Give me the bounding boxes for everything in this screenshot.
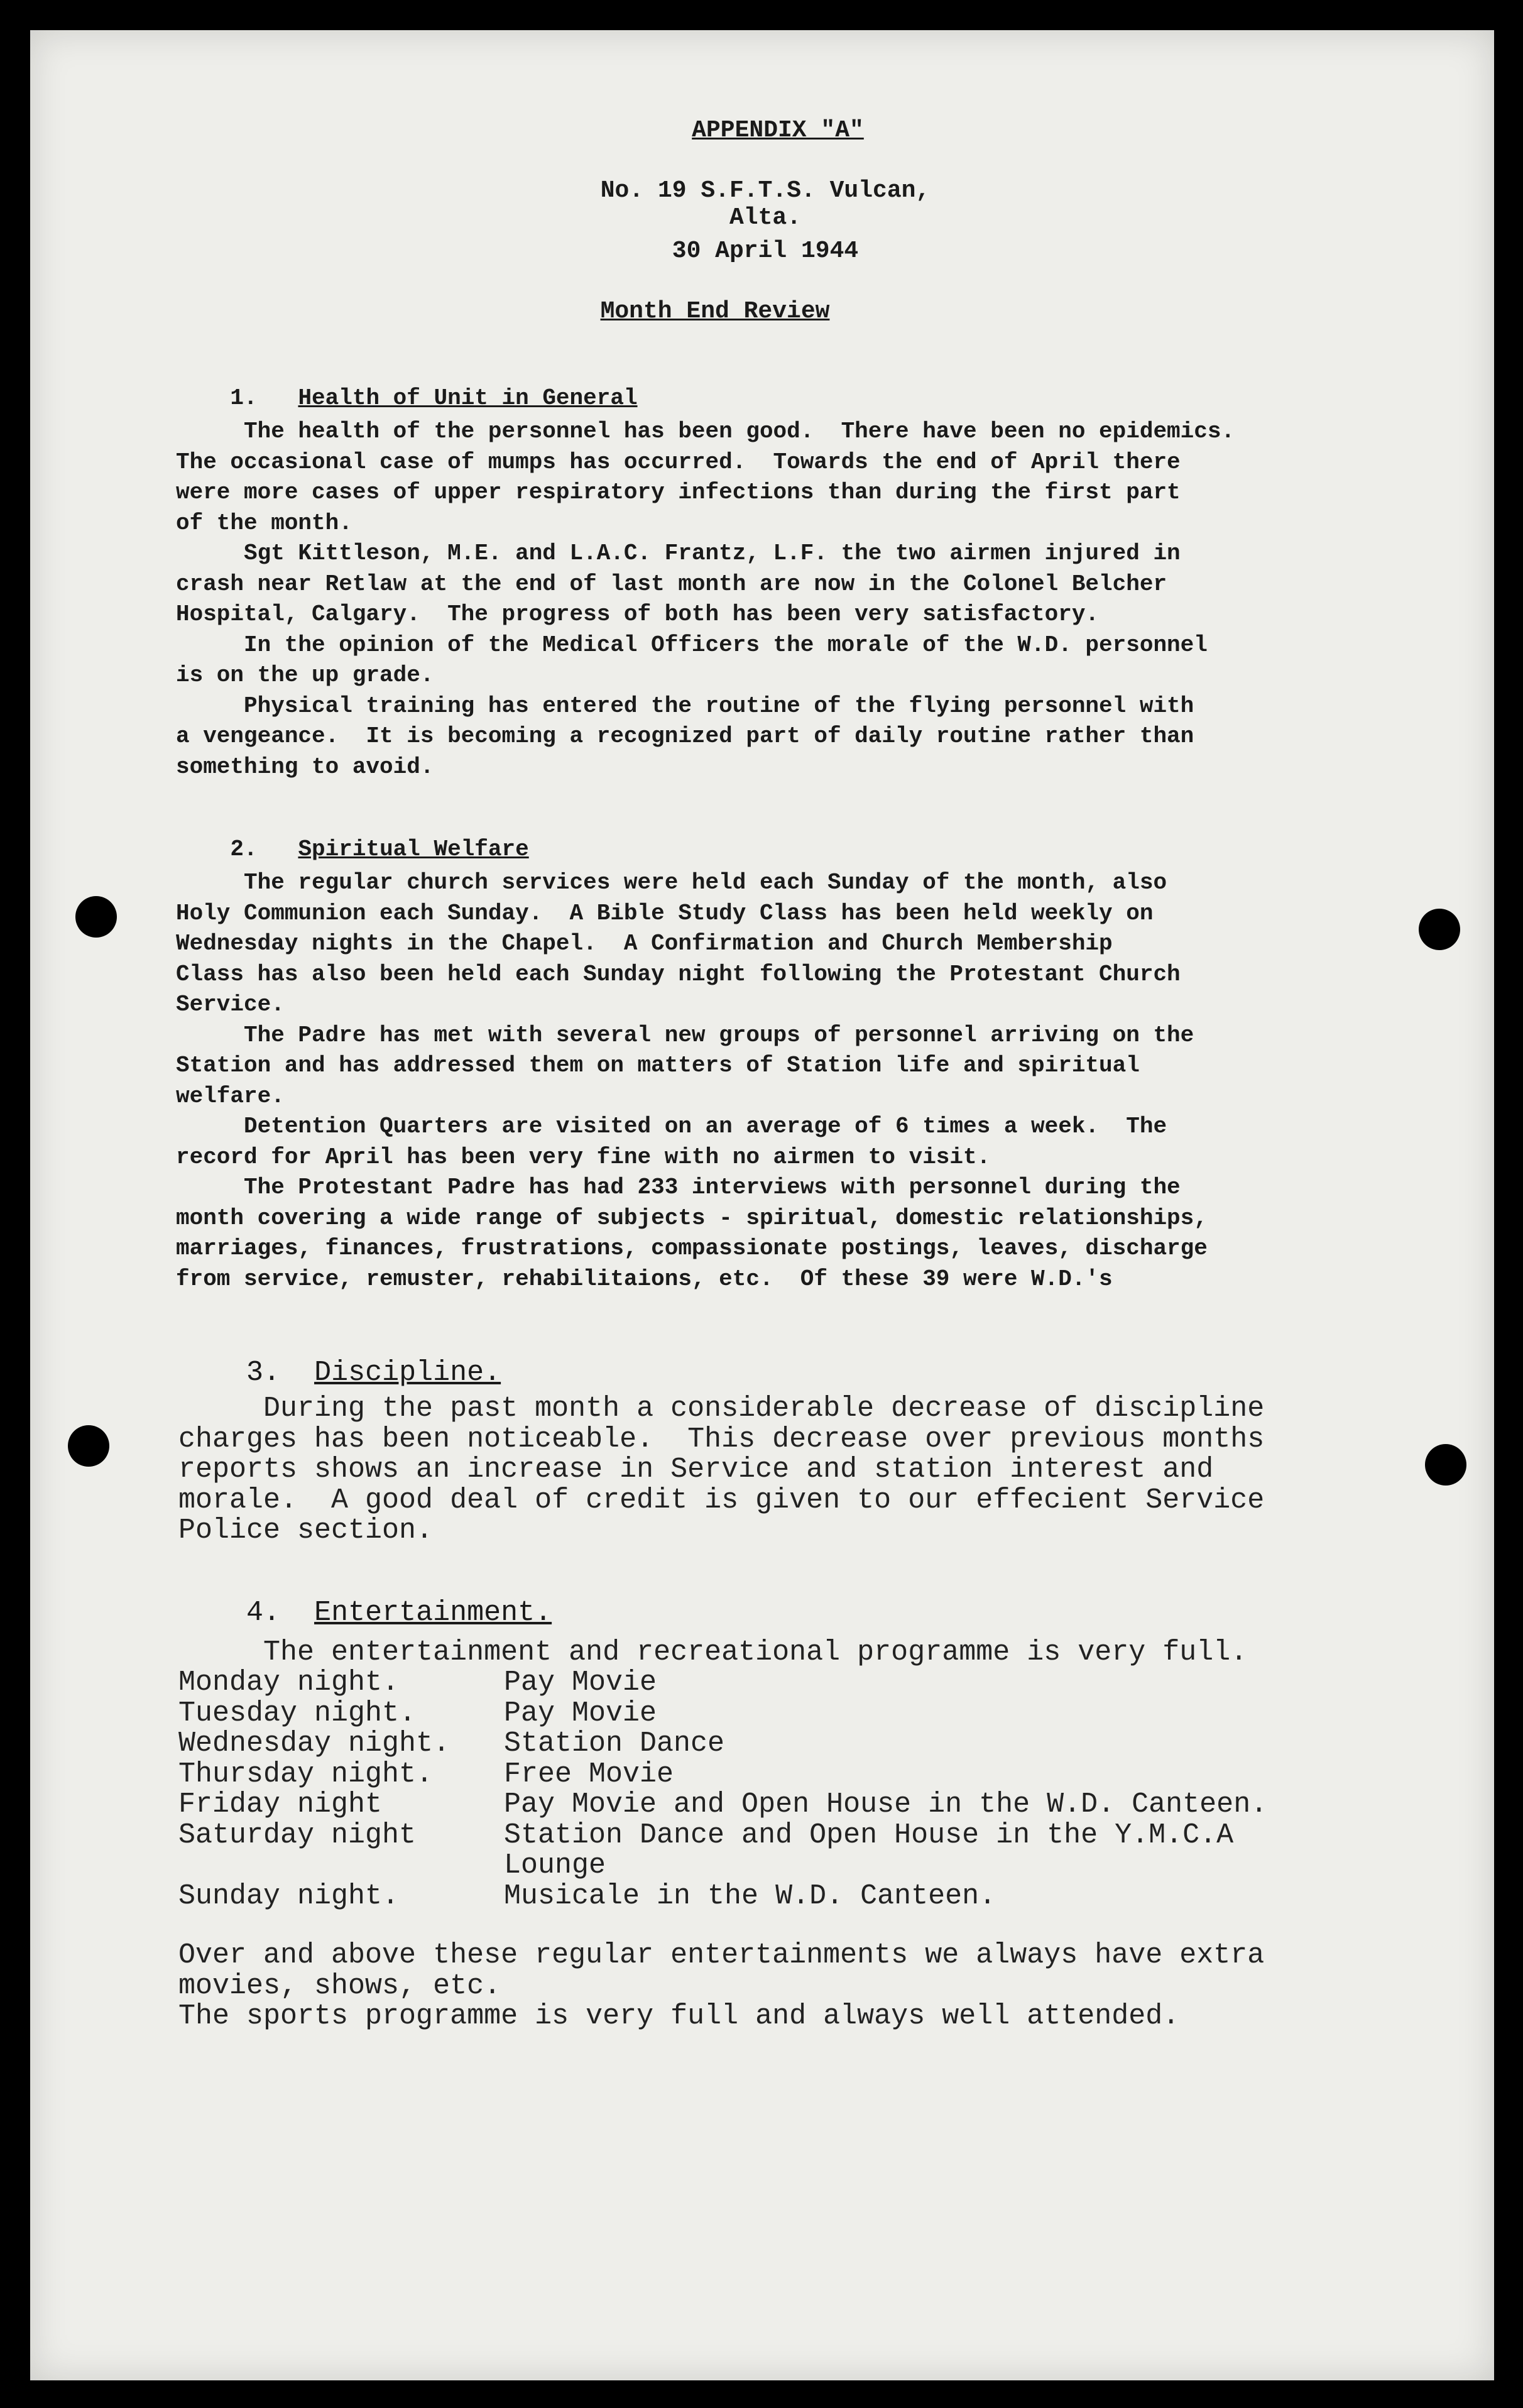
- document-page: [30, 30, 1494, 2380]
- section-number: 2.: [230, 836, 258, 862]
- section-title: Spiritual Welfare: [298, 836, 529, 862]
- schedule-day: Friday night: [178, 1788, 383, 1820]
- schedule-event: Station Dance and Open House in the Y.M.C.A: [504, 1819, 1234, 1851]
- schedule-event: Musicale in the W.D. Canteen.: [504, 1880, 996, 1912]
- section-number: 3.: [246, 1357, 281, 1389]
- text-line: In the opinion of the Medical Officers the morale of the W.D. personnel: [176, 632, 1208, 658]
- text-line: Hospital, Calgary. The progress of both has been very satisfactory.: [176, 601, 1100, 627]
- text-line: reports shows an increase in Service and station interest and: [178, 1453, 1214, 1486]
- schedule-event: Pay Movie and Open House in the W.D. Canteen.: [504, 1788, 1268, 1820]
- text-line: The sports programme is very full and always well attended.: [178, 2000, 1180, 2032]
- section-title: Discipline.: [314, 1357, 501, 1389]
- appendix-heading: APPENDIX "A": [692, 117, 864, 144]
- text-line: Holy Communion each Sunday. A Bible Study Class has been held weekly on: [176, 900, 1154, 926]
- text-line: morale. A good deal of credit is given to our effecient Service: [178, 1484, 1265, 1516]
- text-line: The Padre has met with several new groups of personnel arriving on the: [176, 1022, 1194, 1048]
- text-line: were more cases of upper respiratory infections than during the first part: [176, 479, 1181, 505]
- text-line: record for April has been very fine with no airmen to visit.: [176, 1144, 991, 1170]
- text-line: is on the up grade.: [176, 662, 434, 688]
- schedule-day: Tuesday night.: [178, 1697, 417, 1729]
- schedule-event: Pay Movie: [504, 1666, 657, 1699]
- section-number: 4.: [246, 1597, 281, 1629]
- text-line: month covering a wide range of subjects - spiritual, domestic relationships,: [176, 1205, 1208, 1231]
- text-line: welfare.: [176, 1083, 285, 1109]
- text-line: Detention Quarters are visited on an average of 6 times a week. The: [176, 1114, 1167, 1139]
- schedule-day: Thursday night.: [178, 1758, 434, 1790]
- text-line: marriages, finances, frustrations, compassionate postings, leaves, discharge: [176, 1235, 1208, 1261]
- text-line: Station and has addressed them on matters of Station life and spiritual: [176, 1053, 1140, 1078]
- schedule-event: Lounge: [504, 1849, 606, 1881]
- schedule-event: Free Movie: [504, 1758, 674, 1790]
- review-title: Month End Review: [600, 298, 830, 325]
- text-line: of the month.: [176, 510, 352, 536]
- text-line: The Protestant Padre has had 233 interviews with personnel during the: [176, 1174, 1181, 1200]
- schedule-day: Monday night.: [178, 1666, 400, 1699]
- punch-hole: [75, 896, 117, 938]
- unit-line: No. 19 S.F.T.S. Vulcan, Alta.: [600, 177, 931, 231]
- punch-hole: [1425, 1444, 1466, 1486]
- text-line: Service.: [176, 992, 285, 1017]
- text-line: a vengeance. It is becoming a recognized part of daily routine rather than: [176, 723, 1194, 749]
- section-number: 1.: [230, 385, 258, 411]
- text-line: The health of the personnel has been good. There have been no epidemics.: [176, 419, 1235, 444]
- section-title: Entertainment.: [314, 1597, 552, 1629]
- schedule-day: Wednesday night.: [178, 1727, 450, 1759]
- schedule-event: Station Dance: [504, 1727, 725, 1759]
- text-line: Physical training has entered the routine of the flying personnel with: [176, 692, 1194, 719]
- text-line: movies, shows, etc.: [178, 1969, 501, 2002]
- section-title: Health of Unit in General: [298, 385, 638, 411]
- entertainment-intro: The entertainment and recreational programme is very full.: [178, 1636, 1248, 1668]
- text-line: During the past month a considerable decrease of discipline: [178, 1393, 1265, 1425]
- text-line: Class has also been held each Sunday night following the Protestant Church: [176, 961, 1181, 987]
- text-line: from service, remuster, rehabilitaions, etc. Of these 39 were W.D.'s: [176, 1266, 1113, 1292]
- text-line: The regular church services were held each Sunday of the month, also: [176, 870, 1167, 895]
- schedule-event: Pay Movie: [504, 1697, 657, 1729]
- text-line: charges has been noticeable. This decrease over previous months: [178, 1423, 1265, 1455]
- punch-hole: [68, 1425, 109, 1467]
- schedule-day: Saturday night: [178, 1819, 417, 1851]
- text-line: crash near Retlaw at the end of last month are now in the Colonel Belcher: [176, 571, 1167, 597]
- text-line: Over and above these regular entertainments we always have extra: [178, 1939, 1265, 1971]
- punch-hole: [1419, 909, 1460, 950]
- text-line: something to avoid.: [176, 753, 434, 780]
- date-line: 30 April 1944: [672, 238, 859, 265]
- text-line: Wednesday nights in the Chapel. A Confirmation and Church Membership: [176, 931, 1113, 956]
- schedule-day: Sunday night.: [178, 1880, 400, 1912]
- text-line: Sgt Kittleson, M.E. and L.A.C. Frantz, L.F. the two airmen injured in: [176, 540, 1181, 566]
- text-line: The occasional case of mumps has occurred. Towards the end of April there: [176, 449, 1181, 475]
- text-line: Police section.: [178, 1514, 434, 1546]
